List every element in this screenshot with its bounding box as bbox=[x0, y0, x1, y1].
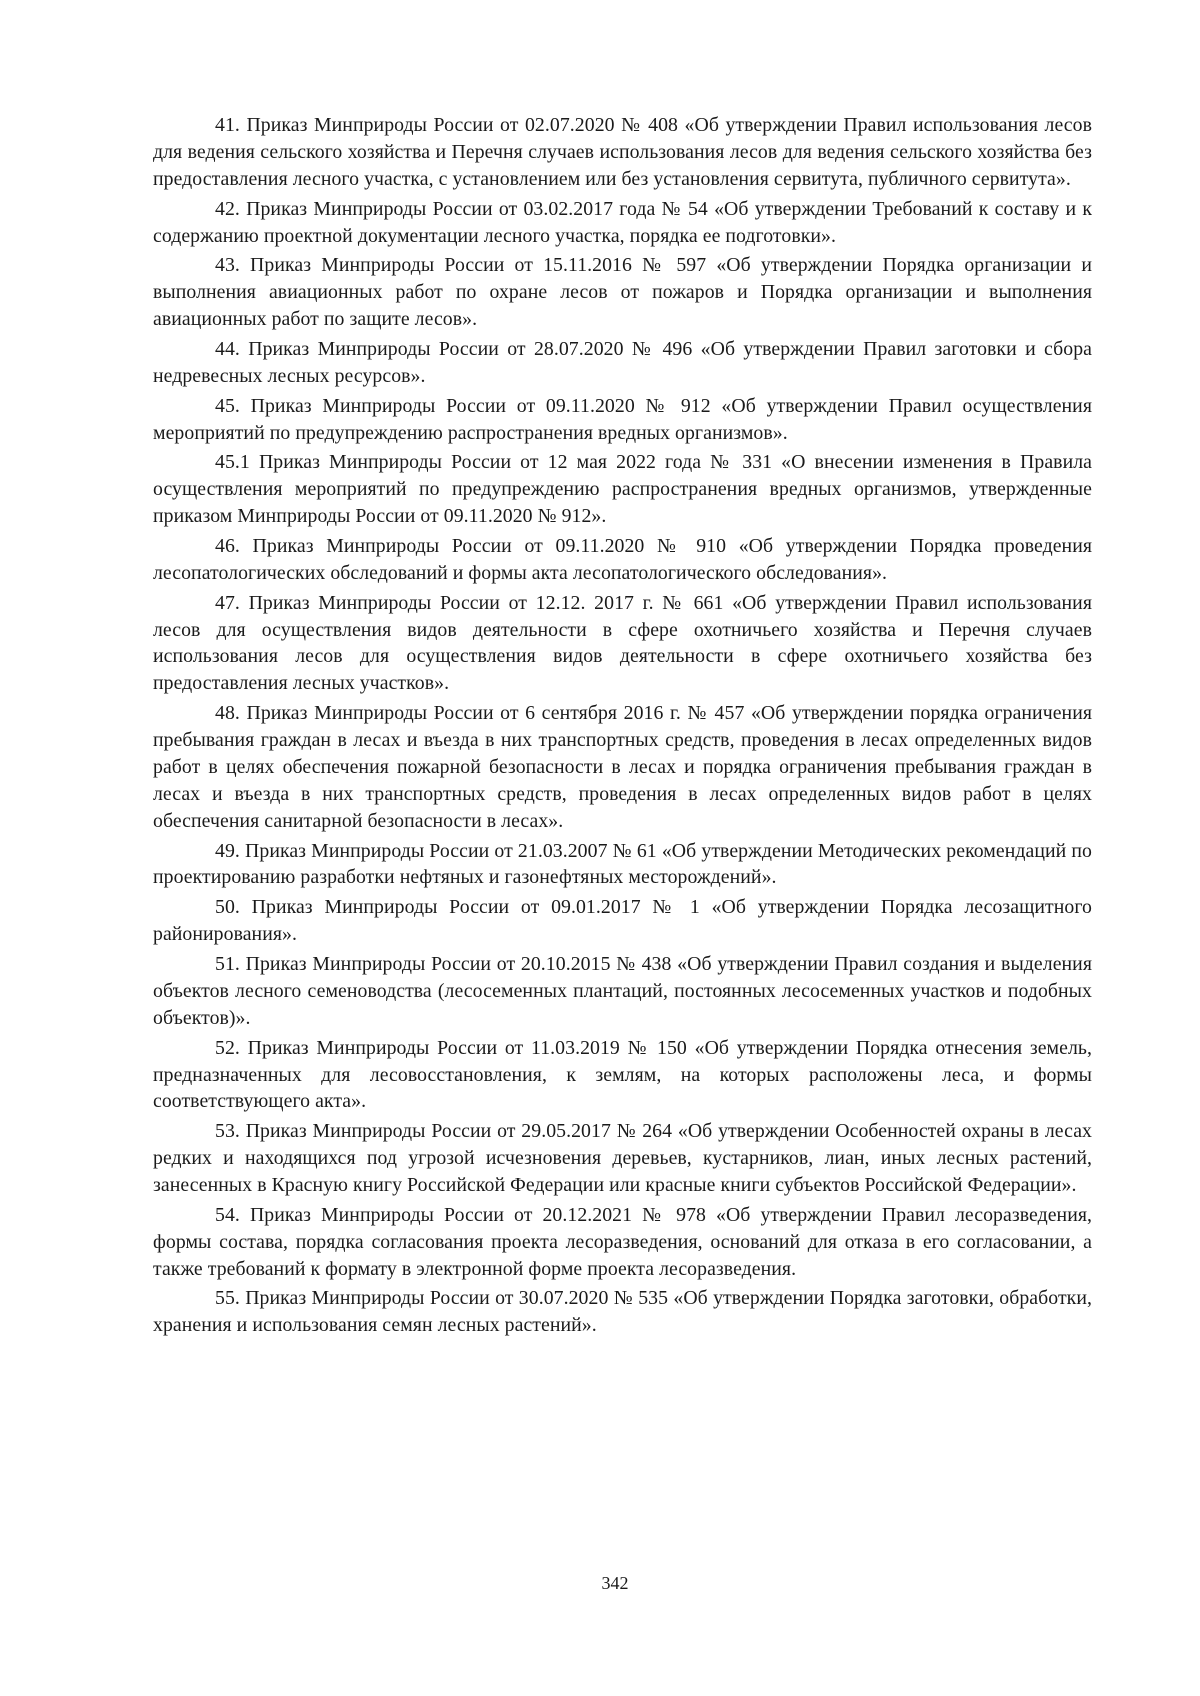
list-item: 41. Приказ Минприроды России от 02.07.2020 № 408 «Об утверждении Правил использования лесов для ведения сельского хозяйства и Перечня случаев использования лесов для ведения сельского хозяйства без предоставления лесного участка, с установлением или без установления сервитута, публичного сервитута». bbox=[153, 114, 1092, 190]
list-item: 46. Приказ Минприроды России от 09.11.2020 № 910 «Об утверждении Порядка проведения лесопатологических обследований и формы акта лесопатологического обследования». bbox=[153, 534, 1092, 584]
list-item: 54. Приказ Минприроды России от 20.12.2021 № 978 «Об утверждении Правил лесоразведения, формы состава, порядка согласования проекта лесоразведения, оснований для отказа в его согласовании, а также требований к формату в электронной форме проекта лесоразведения. bbox=[153, 1203, 1092, 1280]
list-item: 42. Приказ Минприроды России от 03.02.2017 года № 54 «Об утверждении Требований к составу и к содержанию проектной документации лесного участка, порядка ее подготовки». bbox=[153, 197, 1092, 247]
list-item: 44. Приказ Минприроды России от 28.07.2020 № 496 «Об утверждении Правил заготовки и сбора недревесных лесных ресурсов». bbox=[153, 337, 1092, 387]
list-item: 48. Приказ Минприроды России от 6 сентября 2016 г. № 457 «Об утверждении порядка ограничения пребывания граждан в лесах и въезда в них транспортных средств, проведения в лесах определенных видов работ в целях обеспечения пожарной безопасности в лесах и порядка ограничения пребывания граждан в лесах и въезда в них транспортных средств, проведения в лесах определенных видов работ в целях обеспечения санитарной безопасности в лесах». bbox=[153, 702, 1092, 832]
page-number: 342 bbox=[601, 1573, 629, 1593]
list-item: 45.1 Приказ Минприроды России от 12 мая 2022 года № 331 «О внесении изменения в Правила осуществления мероприятий по предупреждению распространения вредных организмов, утвержденные приказом Минприроды России от 09.11.2020 № 912». bbox=[153, 451, 1092, 528]
list-item: 45. Приказ Минприроды России от 09.11.2020 № 912 «Об утверждении Правил осуществления мероприятий по предупреждению распространения вредных организмов». bbox=[153, 394, 1092, 444]
list-item: 47. Приказ Минприроды России от 12.12. 2017 г. № 661 «Об утверждении Правил использования лесов для осуществления видов деятельности в сфере охотничьего хозяйства и Перечня случаев использования лесов для осуществления видов деятельности в сфере охотничьего хозяйства без предоставления лесных участков». bbox=[153, 591, 1092, 695]
list-item: 49. Приказ Минприроды России от 21.03.2007 № 61 «Об утверждении Методических рекомендаций по проектированию разработки нефтяных и газонефтяных месторождений». bbox=[153, 839, 1092, 889]
list-item: 50. Приказ Минприроды России от 09.01.2017 № 1 «Об утверждении Порядка лесозащитного районирования». bbox=[153, 896, 1092, 946]
list-item: 51. Приказ Минприроды России от 20.10.2015 № 438 «Об утверждении Правил создания и выделения объектов лесного семеноводства (лесосеменных плантаций, постоянных лесосеменных участков и подобных объектов)». bbox=[153, 952, 1092, 1029]
list-item: 53. Приказ Минприроды России от 29.05.2017 № 264 «Об утверждении Особенностей охраны в лесах редких и находящихся под угрозой исчезновения деревьев, кустарников, лиан, иных лесных растений, занесенных в Красную книгу Российской Федерации или красные книги субъектов Российской Федерации». bbox=[153, 1120, 1092, 1197]
list-item: 55. Приказ Минприроды России от 30.07.2020 № 535 «Об утверждении Порядка заготовки, обработки, хранения и использования семян лесных растений». bbox=[153, 1287, 1092, 1337]
document-body bbox=[153, 112, 1092, 1342]
list-item: 52. Приказ Минприроды России от 11.03.2019 № 150 «Об утверждении Порядка отнесения земель, предназначенных для лесовосстановления, к землям, на которых расположены леса, и формы соответствующего акта». bbox=[153, 1036, 1092, 1113]
list-item: 43. Приказ Минприроды России от 15.11.2016 № 597 «Об утверждении Порядка организации и выполнения авиационных работ по охране лесов от пожаров и Порядка организации и выполнения авиационных работ по защите лесов». bbox=[153, 254, 1092, 331]
